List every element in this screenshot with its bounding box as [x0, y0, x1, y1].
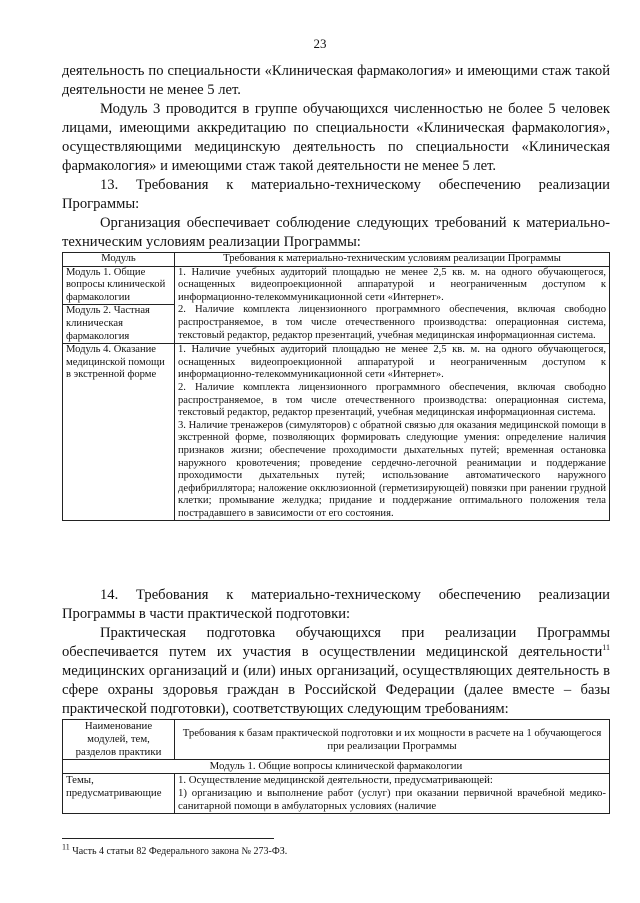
- module-2-cell: Модуль 2. Частная клиническая фармакология: [63, 304, 174, 343]
- table2-header-left: Наименование модулей, тем, разделов практики: [63, 720, 175, 760]
- requirement-item: 1. Наличие учебных аудиторий площадью не менее 2,5 кв. м. на одного обучающегося, оснащенных видеопроекционной аппаратурой и неограниченным доступом к информационно-телекоммуникационной сети «Интернет».: [178, 344, 606, 381]
- module-1-cell: Модуль 1. Общие вопросы клинической фармакологии: [66, 266, 166, 303]
- table2-header-right: Требования к базам практической подготовки и их мощности в расчете на 1 обучающегося при реализации Программы: [175, 720, 610, 760]
- paragraph-organization: Организация обеспечивает соблюдение следующих требований к материально-техническим условиям реализации Программы:: [62, 215, 610, 250]
- paragraph-module-3: Модуль 3 проводится в группе обучающихся численностью не более 5 человек лицами, имеющими аккредитацию по специальности «Клиническая фармакология», осуществляющими медицинскую деятельность по специальности «Клиническая фармакология» и имеющими стаж такой деятельности не менее 5 лет.: [62, 101, 610, 174]
- table-header-requirements: Требования к материально-техническим условиям реализации Программы: [175, 253, 610, 267]
- table2-section: Модуль 1. Общие вопросы клинической фармакологии: [63, 760, 610, 774]
- requirement-item: 2. Наличие комплекта лицензионного программного обеспечения, включая свободно распространяемое, в том числе отечественного производства: операционная система, текстовый редактор, редактор презентаций, учебная медицинская информационная система.: [178, 304, 606, 341]
- table-row: [63, 266, 610, 344]
- table2-row-item: 1) организацию и выполнение работ (услуг) при оказании первичной врачебной медико-санитарной помощи в амбулаторных условиях (наличие: [178, 787, 606, 812]
- footnote-ref: 11: [602, 643, 610, 653]
- requirement-item: 3. Наличие тренажеров (симуляторов) с обратной связью для оказания медицинской помощи в экстренной форме, позволяющих формировать следующие умения: определение наличия признаков жизни; обеспечение проходимости дыхательных путей; временная остановка наружного кровотечения; проведение сердечно-легочной реанимации и поддержание проходимости дыхательных путей; использование автоматического наружного дефибриллятора; наложение окклюзионной (герметизирующей) повязки при ранении грудной клетки; промывание желудка; придание и поддержание оптимального положения тела пострадавшего в зависимости от его состояния.: [178, 419, 606, 519]
- page-number: 23: [313, 36, 327, 51]
- footnote-divider: [62, 838, 274, 839]
- material-conditions-table: [62, 252, 610, 521]
- paragraph-practical-training: Практическая подготовка обучающихся при реализации Программы обеспечивается путем их участия в осуществлении медицинской деятельности$^{11}$ медицинских организаций и (или) иных организаций, осуществляющих деятельность в сфере охраны здоровья граждан в Российской Федерации (далее вместе – базы практической подготовки), соответствующих следующим требованиям:: [62, 625, 610, 717]
- requirement-item: 2. Наличие комплекта лицензионного программного обеспечения, включая свободно распространяемое, в том числе отечественного производства: операционная система, текстовый редактор, редактор презентаций, учебная медицинская информационная система.: [178, 381, 606, 419]
- table-header-module: Модуль: [63, 253, 175, 267]
- document-body-lower: [62, 586, 610, 814]
- module-4-cell: Модуль 4. Оказание медицинской помощи в экстренной форме: [63, 344, 175, 521]
- table2-row-left: Темы, предусматривающие: [63, 774, 175, 814]
- table-row: [63, 774, 610, 814]
- paragraph-continuation: деятельность по специальности «Клиническая фармакология» и имеющими стаж такой деятельности не менее 5 лет.: [62, 63, 610, 98]
- table2-row-item: 1. Осуществление медицинской деятельности, предусматривающей:: [178, 774, 493, 786]
- table-row: [63, 344, 610, 521]
- section-14-heading: 14. Требования к материально-техническому обеспечению реализации Программы в части практической подготовки:: [62, 587, 610, 622]
- document-body: [62, 62, 610, 521]
- section-13-heading: 13. Требования к материально-техническому обеспечению реализации Программы:: [62, 177, 610, 212]
- requirement-item: 1. Наличие учебных аудиторий площадью не менее 2,5 кв. м. на одного обучающегося, оснащенных видеопроекционной аппаратурой и неограниченным доступом к информационно-телекоммуникационной сети «Интернет».: [178, 266, 606, 303]
- practical-bases-table: [62, 719, 610, 814]
- footnote: $^{11}$ Часть 4 статьи 82 Федерального закона № 273-ФЗ.: [62, 842, 288, 857]
